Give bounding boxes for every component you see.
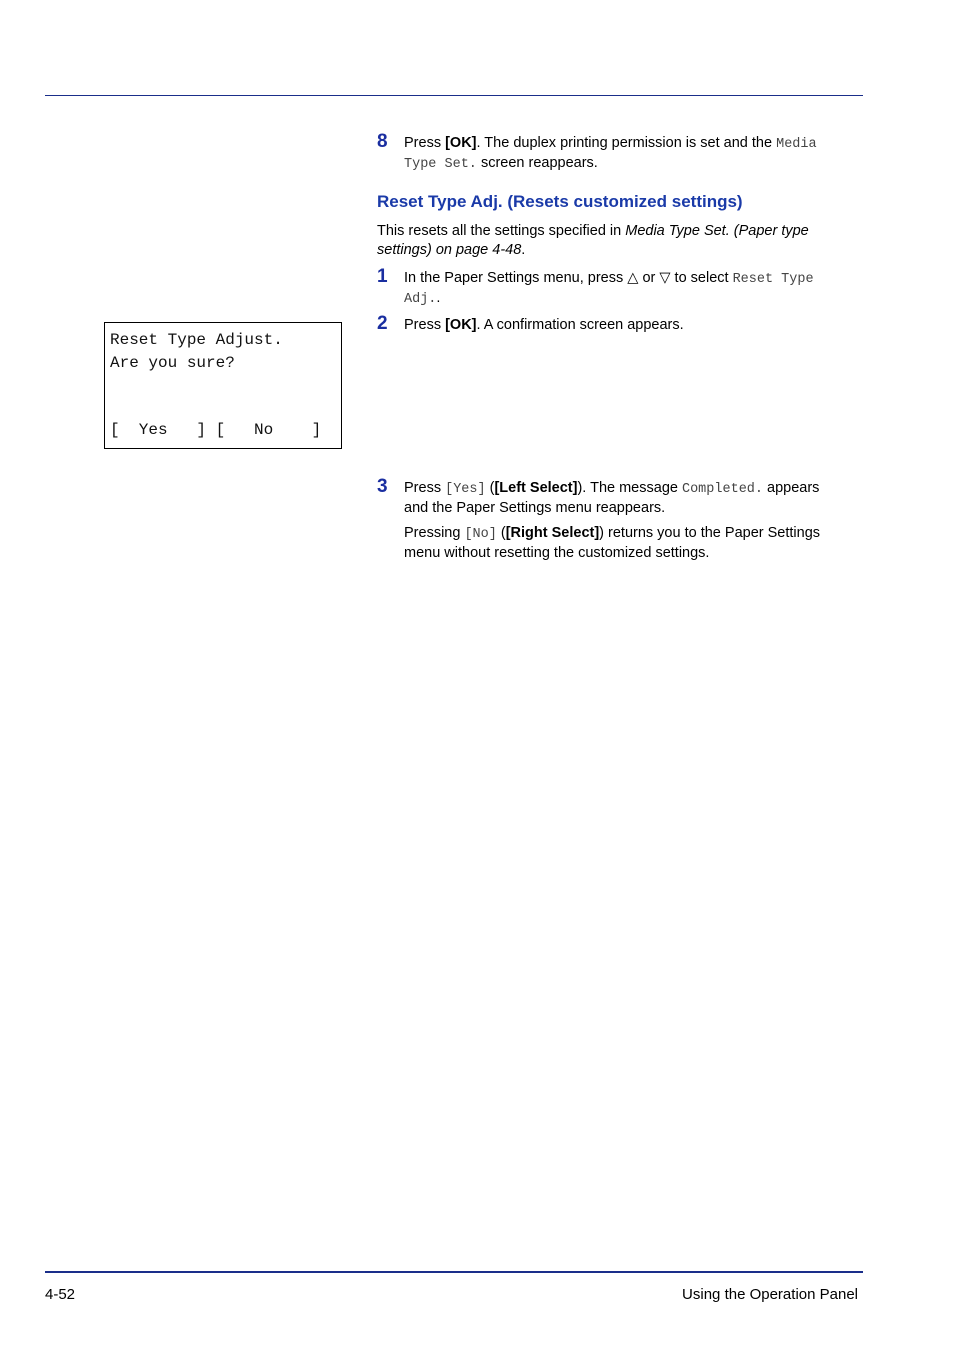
- display-text: Completed.: [681, 482, 763, 497]
- lcd-line-1: Reset Type Adjust.: [110, 331, 283, 349]
- text: ). The message: [577, 480, 682, 496]
- footer-rule: [45, 1271, 863, 1273]
- step-1: [377, 266, 853, 309]
- lcd-line-2: Are you sure?: [110, 354, 235, 372]
- text: .: [436, 290, 441, 306]
- text: . A confirmation screen appears.: [476, 317, 684, 333]
- text: and the Paper Settings menu reappears.: [404, 500, 666, 516]
- step-number: 1: [377, 266, 388, 287]
- key-label: [OK]: [445, 135, 477, 151]
- key-label: [Right Select]: [505, 525, 600, 541]
- display-text: [Yes]: [445, 482, 486, 497]
- display-text: Adj.: [404, 292, 437, 307]
- display-text: Reset Type: [732, 272, 814, 287]
- cross-reference: Media Type Set. (Paper type: [625, 223, 809, 239]
- text: Press: [404, 317, 446, 333]
- text: (: [496, 525, 506, 541]
- text: Pressing: [404, 525, 465, 541]
- text: ) returns you to the Paper Settings: [599, 525, 821, 541]
- text: .: [521, 242, 526, 258]
- display-text: Media: [776, 137, 817, 152]
- text: . The duplex printing permission is set and the: [476, 135, 777, 151]
- page-number: 4-52: [45, 1286, 76, 1303]
- step-2: [377, 313, 853, 335]
- text: Press: [404, 135, 446, 151]
- section-intro: [377, 222, 857, 260]
- header-rule: [45, 95, 863, 96]
- step-number: 3: [377, 476, 388, 497]
- display-text: [No]: [464, 527, 497, 542]
- display-text: Type Set.: [404, 157, 477, 172]
- section-heading: Reset Type Adj. (Resets customized settings): [377, 192, 743, 211]
- key-label: [OK]: [445, 317, 477, 333]
- step-number: 8: [377, 131, 388, 152]
- text: In the Paper Settings menu, press △ or ▽ to select: [404, 270, 733, 286]
- text: appears: [763, 480, 820, 496]
- text: Press: [404, 480, 446, 496]
- key-label: [Left Select]: [494, 480, 578, 496]
- chapter-title: Using the Operation Panel: [682, 1286, 858, 1303]
- step-number: 2: [377, 313, 388, 334]
- text: menu without resetting the customized settings.: [404, 545, 710, 561]
- text: (: [485, 480, 495, 496]
- step-3: [377, 476, 853, 563]
- lcd-screen: [104, 322, 342, 449]
- lcd-softkey-line: [ Yes ] [ No ]: [110, 421, 322, 439]
- text: This resets all the settings specified in: [377, 223, 626, 239]
- step-3-note: [404, 524, 853, 563]
- step-8: [377, 131, 853, 174]
- text: screen reappears.: [476, 155, 598, 171]
- cross-reference: settings) on page 4-48: [377, 242, 522, 258]
